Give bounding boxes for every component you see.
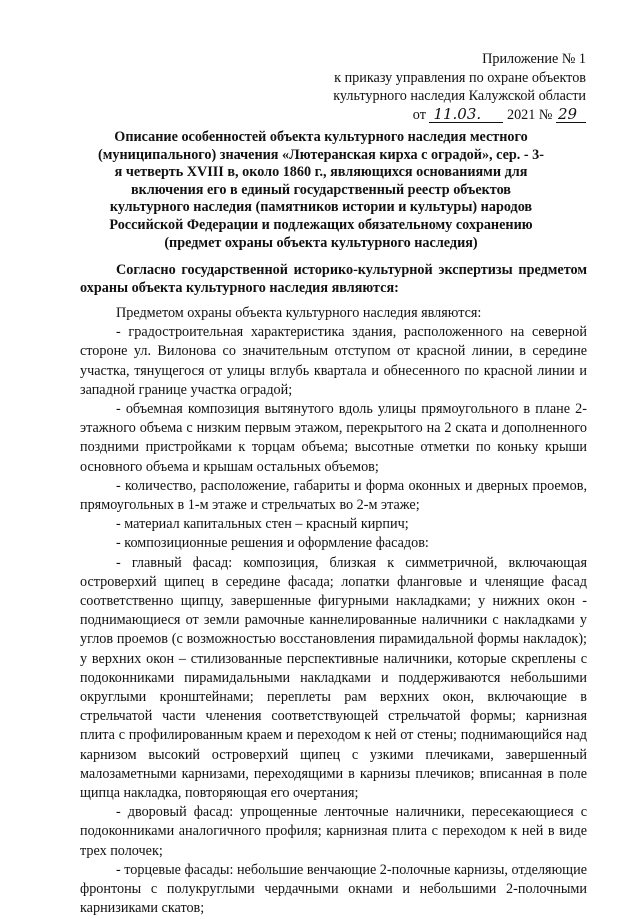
body-item: - объемная композиция вытянутого вдоль улицы прямоугольного в плане 2-этажного объема с низким первым этажом, перекрытого на 2 ската и дополненного поздними пристройками к торцам объема; высотные отметки по коньку крыши основного объема и крышам остальных объемов;: [80, 401, 587, 475]
date-prefix: от: [412, 106, 426, 123]
body-item: - торцевые фасады: небольшие венчающие 2-полочные карнизы, отделяющие фронтоны с полукруглыми чердачными окнами и небольшими 2-полочными карнизиками скатов;: [80, 861, 587, 917]
annex-order-ref: к приказу управления по охране объектов: [334, 69, 586, 86]
body-item: - главный фасад: композиция, близкая к симметричной, включающая островерхий щипец в середине фасада; лопатки фланговые и членящие фасад соответственно щипцу, завершенные фигурными накладками; у нижних окон - поднимающиеся от земли рамочные каннелированные наличники с накладками у углов проемов (с возможностью восстановления пирамидальной формы накладок); у верхних окон – стилизованные перспективные наличники, которые скреплены с подоконниками пирамидальными накладками и поддерживаются небольшими округлыми кронштейнами; переплеты рам верхних окон, включающие в стрельчатой части членения соответствующей стрельчатой формы; карнизная плита с профилированным краем и переходом к ней от стены; поднимающийся над карнизом высокий островерхий щипец с узкими плечиками, завершенный малозаметными карнизами, переходящими в карнизы плечиков; вписанная в поле щипца накладка, повторяющая его очертания;: [80, 554, 587, 802]
year-text: 2021 №: [506, 106, 553, 123]
body-item: - композиционные решения и оформление фасадов:: [116, 535, 429, 552]
body-item: - количество, расположение, габариты и форма оконных и дверных проемов, прямоугольных в 1-м этаже и стрельчатых во 2-м этаже;: [80, 477, 587, 514]
document-title: Описание особенностей объекта культурного наследия местного (муниципального) значения «Лютеранская кирха с оградой», сер. - 3-я четверть XVIII в, около 1860 г., являющихся основаниями для включения его в единый государственный реестр объектов культурного наследия (памятников истории и культуры) народов Российской Федерации и подлежащих обязательному сохранению (предмет охраны объекта культурного наследия): [98, 129, 544, 251]
handwritten-number: 29: [556, 107, 586, 123]
annex-header: [286, 50, 586, 124]
lead-paragraph: Согласно государственной историко-культурной экспертизы предметом охраны объекта культурного наследия являются:: [80, 262, 587, 296]
annex-authority: культурного наследия Калужской области: [333, 88, 586, 104]
document-body: [80, 304, 587, 919]
annex-date-line: [286, 106, 586, 125]
body-item: - дворовый фасад: упрощенные ленточные наличники, пересекающиеся с подоконниками аналогичного профиля; карнизная плита с переходом к ней в виде трех полочек;: [80, 804, 587, 859]
body-item: - градостроительная характеристика здания, расположенного на северной стороне ул. Вилонова со значительным отступом от красной линии, в середине участка, тянущегося от улицы вглубь квартала и обнесенного по красной линии и западной границе участка оградой;: [80, 324, 587, 398]
body-item: - материал капитальных стен – красный кирпич;: [116, 516, 409, 533]
handwritten-date: 11.03.: [429, 107, 503, 123]
annex-title: Приложение № 1: [482, 51, 586, 67]
body-intro: Предметом охраны объекта культурного наследия являются:: [116, 305, 482, 321]
